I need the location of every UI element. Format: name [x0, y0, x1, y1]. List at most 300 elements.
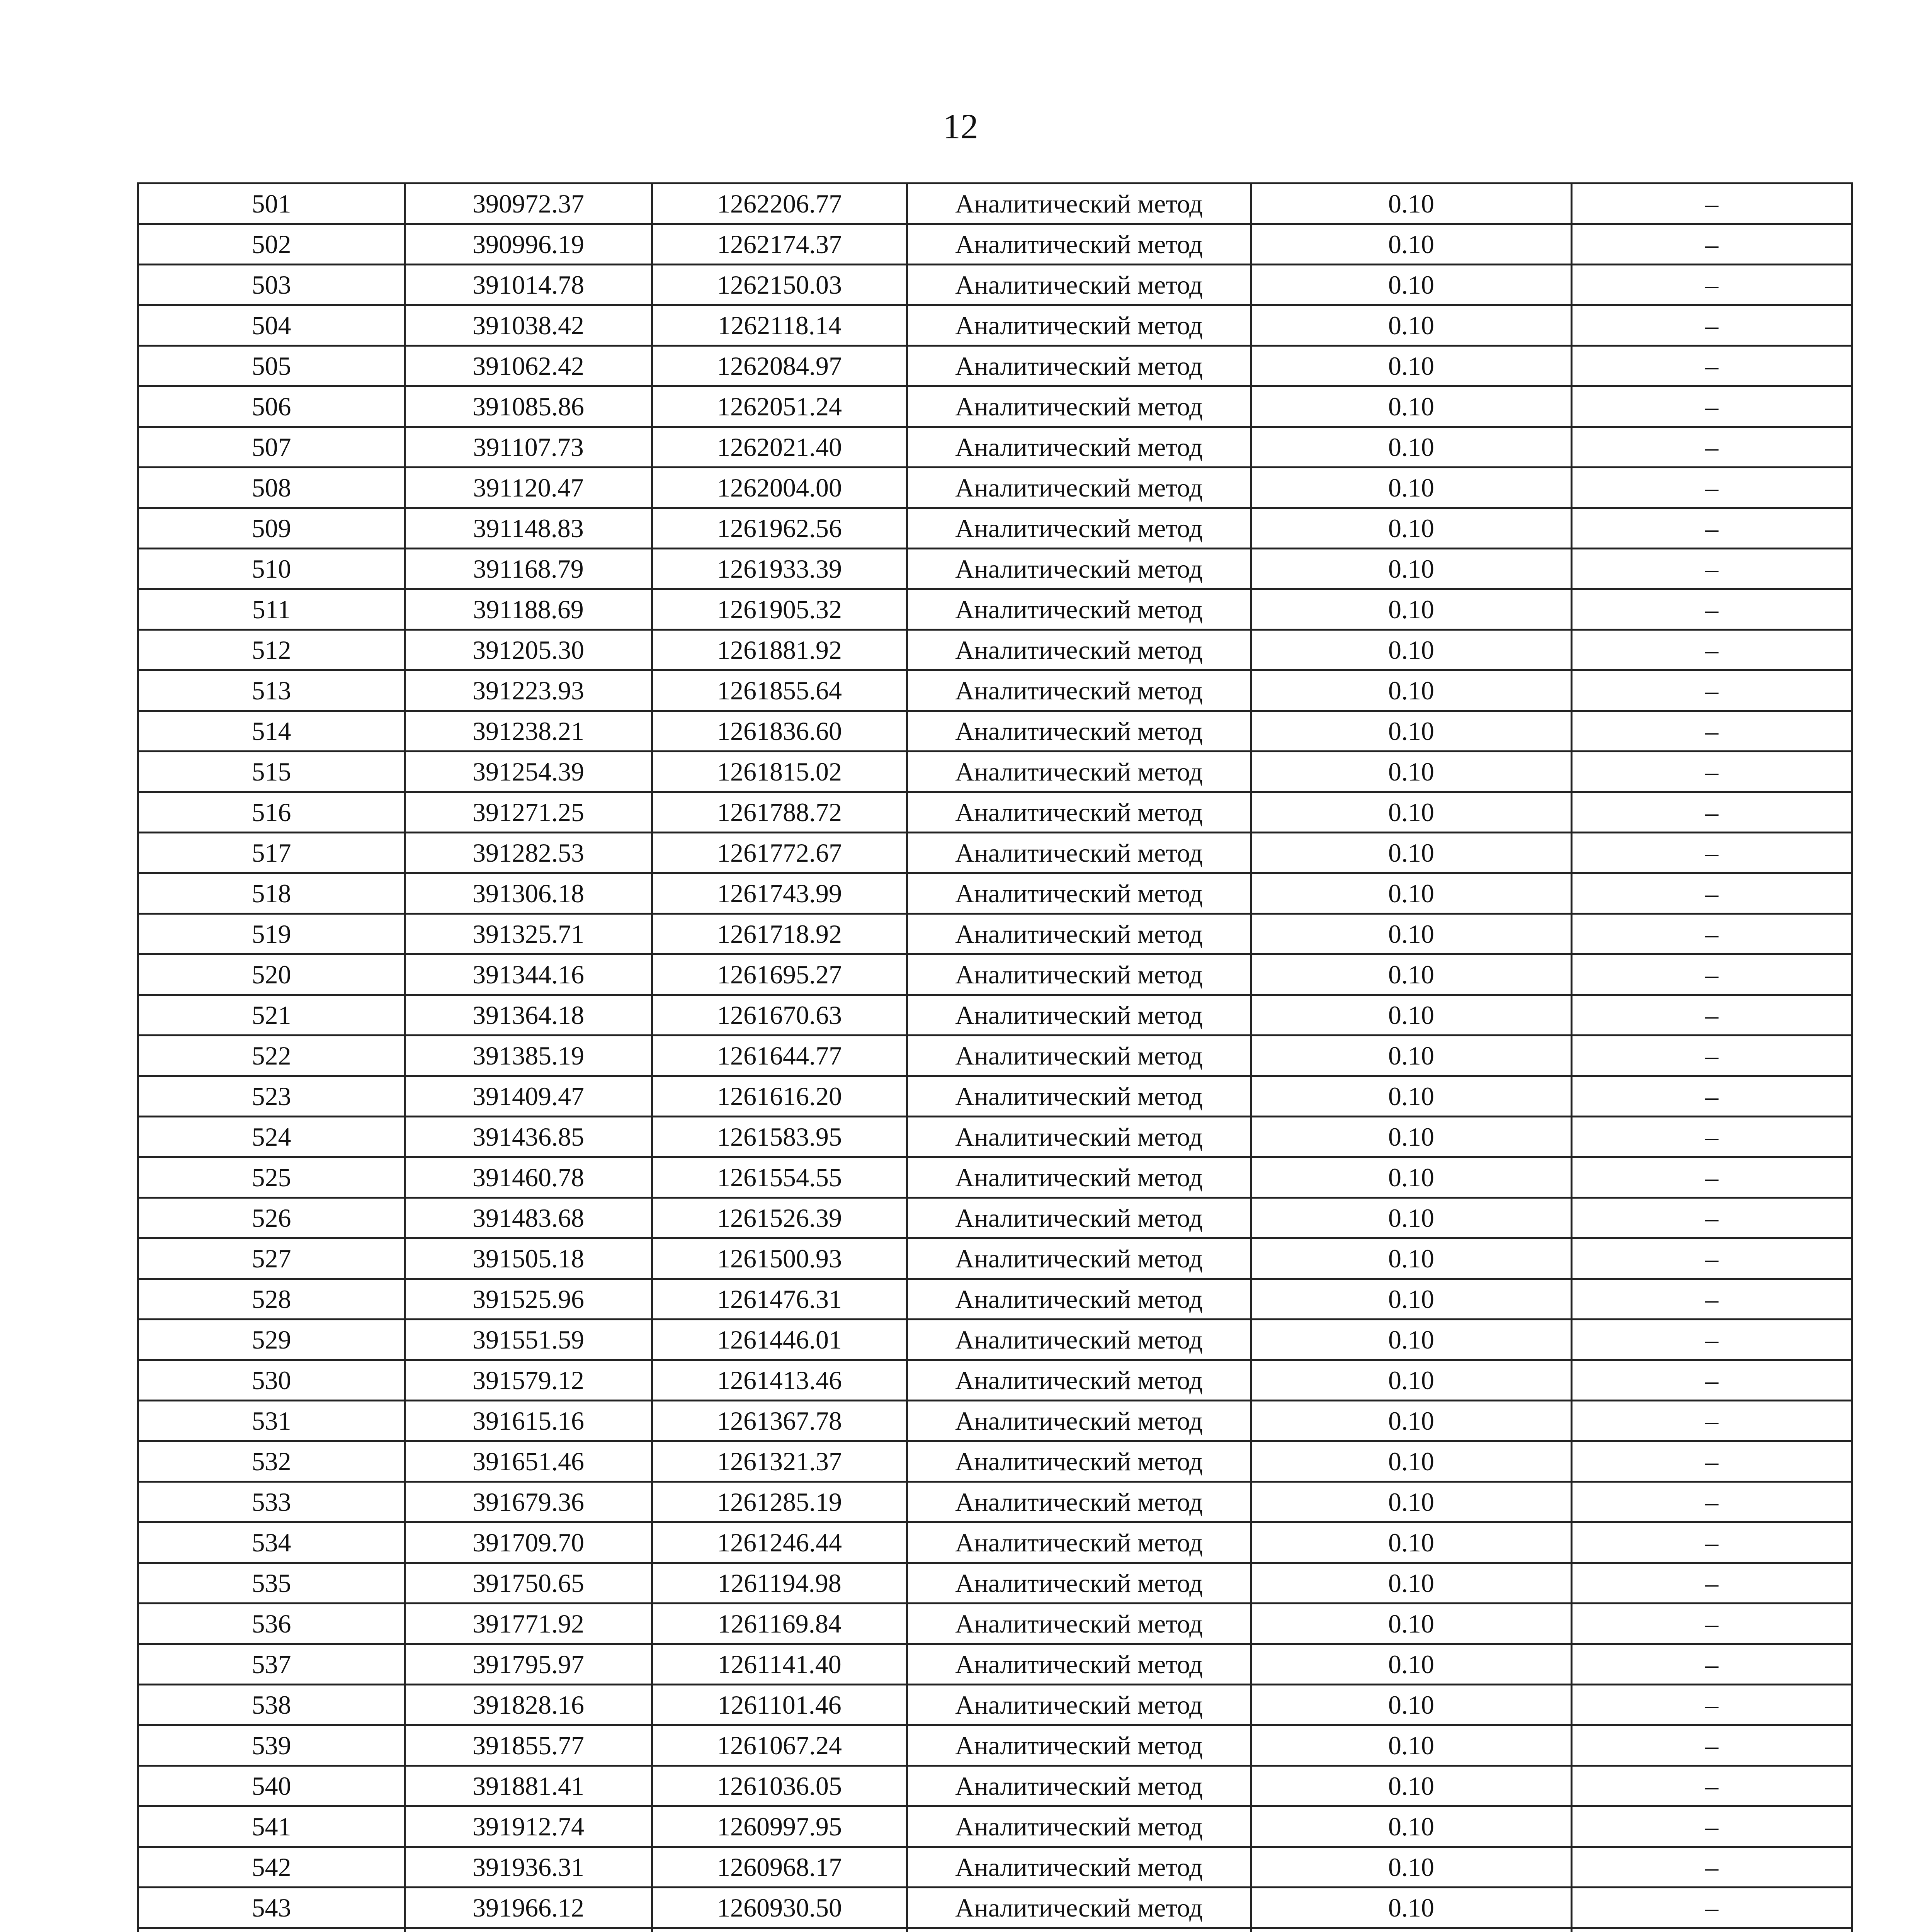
x-coordinate-cell: 391483.68 [405, 1198, 652, 1238]
method-cell: Аналитический метод [907, 914, 1251, 954]
x-coordinate-cell: 391188.69 [405, 589, 652, 630]
x-coordinate-cell: 391148.83 [405, 508, 652, 549]
x-coordinate-cell: 390996.19 [405, 224, 652, 265]
point-number-cell: 503 [138, 265, 405, 305]
x-coordinate-cell: 391306.18 [405, 873, 652, 914]
point-number-cell: 543 [138, 1888, 405, 1928]
y-coordinate-cell: 1261616.20 [652, 1076, 907, 1117]
x-coordinate-cell: 391855.77 [405, 1725, 652, 1766]
note-cell: – [1572, 1076, 1852, 1117]
note-cell: – [1572, 1806, 1852, 1847]
y-coordinate-cell: 1261583.95 [652, 1117, 907, 1157]
table-row [138, 873, 1852, 914]
point-number-cell: 519 [138, 914, 405, 954]
accuracy-cell: 0.10 [1251, 508, 1572, 549]
method-cell: Аналитический метод [907, 1563, 1251, 1604]
accuracy-cell [1251, 1928, 1572, 1932]
table-row [138, 1563, 1852, 1604]
point-number-cell: 508 [138, 468, 405, 508]
point-number-cell: 529 [138, 1320, 405, 1360]
table-row [138, 1928, 1852, 1932]
note-cell: – [1572, 670, 1852, 711]
page-number: 12 [943, 107, 978, 146]
method-cell: Аналитический метод [907, 386, 1251, 427]
y-coordinate-cell: 1261367.78 [652, 1401, 907, 1441]
point-number-cell: 527 [138, 1238, 405, 1279]
accuracy-cell: 0.10 [1251, 792, 1572, 833]
point-number-cell: 534 [138, 1522, 405, 1563]
point-number-cell: 511 [138, 589, 405, 630]
note-cell: – [1572, 265, 1852, 305]
accuracy-cell: 0.10 [1251, 1401, 1572, 1441]
y-coordinate-cell: 1261788.72 [652, 792, 907, 833]
method-cell [907, 1928, 1251, 1932]
point-number-cell: 536 [138, 1604, 405, 1644]
note-cell: – [1572, 1238, 1852, 1279]
method-cell: Аналитический метод [907, 1157, 1251, 1198]
table-row [138, 1806, 1852, 1847]
table-row [138, 1522, 1852, 1563]
note-cell: – [1572, 1685, 1852, 1725]
note-cell: – [1572, 1725, 1852, 1766]
table-row [138, 1401, 1852, 1441]
table-row [138, 1360, 1852, 1401]
y-coordinate-cell: 1261526.39 [652, 1198, 907, 1238]
accuracy-cell: 0.10 [1251, 1441, 1572, 1482]
method-cell: Аналитический метод [907, 224, 1251, 265]
x-coordinate-cell [405, 1928, 652, 1932]
x-coordinate-cell: 391014.78 [405, 265, 652, 305]
x-coordinate-cell: 391282.53 [405, 833, 652, 873]
y-coordinate-cell: 1261321.37 [652, 1441, 907, 1482]
note-cell: – [1572, 386, 1852, 427]
method-cell: Аналитический метод [907, 833, 1251, 873]
y-coordinate-cell: 1261067.24 [652, 1725, 907, 1766]
method-cell: Аналитический метод [907, 1036, 1251, 1076]
x-coordinate-cell: 391460.78 [405, 1157, 652, 1198]
method-cell: Аналитический метод [907, 305, 1251, 346]
table-row [138, 305, 1852, 346]
table-row [138, 386, 1852, 427]
x-coordinate-cell: 391120.47 [405, 468, 652, 508]
x-coordinate-cell: 391168.79 [405, 549, 652, 589]
table-row [138, 1076, 1852, 1117]
point-number-cell: 517 [138, 833, 405, 873]
point-number-cell [138, 1928, 405, 1932]
y-coordinate-cell: 1261905.32 [652, 589, 907, 630]
table-row [138, 630, 1852, 670]
x-coordinate-cell: 391038.42 [405, 305, 652, 346]
accuracy-cell: 0.10 [1251, 1604, 1572, 1644]
table-row [138, 1604, 1852, 1644]
table-row [138, 1036, 1852, 1076]
point-number-cell: 540 [138, 1766, 405, 1806]
x-coordinate-cell: 391364.18 [405, 995, 652, 1036]
point-number-cell: 506 [138, 386, 405, 427]
accuracy-cell: 0.10 [1251, 873, 1572, 914]
note-cell: – [1572, 427, 1852, 468]
method-cell: Аналитический метод [907, 184, 1251, 224]
note-cell: – [1572, 1036, 1852, 1076]
x-coordinate-cell: 391551.59 [405, 1320, 652, 1360]
note-cell: – [1572, 833, 1852, 873]
table-row [138, 1482, 1852, 1522]
accuracy-cell: 0.10 [1251, 1320, 1572, 1360]
point-number-cell: 518 [138, 873, 405, 914]
table-row [138, 1725, 1852, 1766]
table-row [138, 1644, 1852, 1685]
point-number-cell: 513 [138, 670, 405, 711]
point-number-cell: 542 [138, 1847, 405, 1888]
table-row [138, 1766, 1852, 1806]
method-cell: Аналитический метод [907, 1847, 1251, 1888]
y-coordinate-cell: 1262206.77 [652, 184, 907, 224]
x-coordinate-cell: 391238.21 [405, 711, 652, 752]
x-coordinate-cell: 391062.42 [405, 346, 652, 386]
y-coordinate-cell: 1261772.67 [652, 833, 907, 873]
x-coordinate-cell: 391771.92 [405, 1604, 652, 1644]
table-row [138, 549, 1852, 589]
y-coordinate-cell: 1262174.37 [652, 224, 907, 265]
point-number-cell: 501 [138, 184, 405, 224]
note-cell: – [1572, 1157, 1852, 1198]
point-number-cell: 502 [138, 224, 405, 265]
method-cell: Аналитический метод [907, 1806, 1251, 1847]
method-cell: Аналитический метод [907, 1604, 1251, 1644]
method-cell: Аналитический метод [907, 792, 1251, 833]
point-number-cell: 510 [138, 549, 405, 589]
point-number-cell: 535 [138, 1563, 405, 1604]
point-number-cell: 526 [138, 1198, 405, 1238]
x-coordinate-cell: 391795.97 [405, 1644, 652, 1685]
table-row [138, 1847, 1852, 1888]
accuracy-cell: 0.10 [1251, 1725, 1572, 1766]
x-coordinate-cell: 391409.47 [405, 1076, 652, 1117]
method-cell: Аналитический метод [907, 954, 1251, 995]
y-coordinate-cell: 1260997.95 [652, 1806, 907, 1847]
table-row [138, 670, 1852, 711]
accuracy-cell: 0.10 [1251, 995, 1572, 1036]
method-cell: Аналитический метод [907, 1482, 1251, 1522]
note-cell: – [1572, 468, 1852, 508]
x-coordinate-cell: 391966.12 [405, 1888, 652, 1928]
y-coordinate-cell: 1261670.63 [652, 995, 907, 1036]
x-coordinate-cell: 391205.30 [405, 630, 652, 670]
point-number-cell: 531 [138, 1401, 405, 1441]
point-number-cell: 532 [138, 1441, 405, 1482]
note-cell: – [1572, 995, 1852, 1036]
method-cell: Аналитический метод [907, 1766, 1251, 1806]
accuracy-cell: 0.10 [1251, 1198, 1572, 1238]
x-coordinate-cell: 391912.74 [405, 1806, 652, 1847]
y-coordinate-cell: 1261101.46 [652, 1685, 907, 1725]
note-cell: – [1572, 1482, 1852, 1522]
note-cell: – [1572, 1766, 1852, 1806]
y-coordinate-cell: 1262150.03 [652, 265, 907, 305]
y-coordinate-cell: 1261169.84 [652, 1604, 907, 1644]
method-cell: Аналитический метод [907, 873, 1251, 914]
y-coordinate-cell: 1260968.17 [652, 1847, 907, 1888]
accuracy-cell: 0.10 [1251, 1360, 1572, 1401]
y-coordinate-cell: 1262118.14 [652, 305, 907, 346]
y-coordinate-cell: 1261815.02 [652, 752, 907, 792]
y-coordinate-cell [652, 1928, 907, 1932]
method-cell: Аналитический метод [907, 1360, 1251, 1401]
point-number-cell: 533 [138, 1482, 405, 1522]
table-row [138, 468, 1852, 508]
method-cell: Аналитический метод [907, 1888, 1251, 1928]
accuracy-cell: 0.10 [1251, 386, 1572, 427]
table-row [138, 224, 1852, 265]
method-cell: Аналитический метод [907, 1644, 1251, 1685]
note-cell: – [1572, 1847, 1852, 1888]
x-coordinate-cell: 391828.16 [405, 1685, 652, 1725]
coordinates-table [137, 182, 1853, 1932]
method-cell: Аналитический метод [907, 1441, 1251, 1482]
note-cell: – [1572, 1563, 1852, 1604]
point-number-cell: 507 [138, 427, 405, 468]
method-cell: Аналитический метод [907, 752, 1251, 792]
note-cell: – [1572, 873, 1852, 914]
table-row [138, 711, 1852, 752]
accuracy-cell: 0.10 [1251, 346, 1572, 386]
method-cell: Аналитический метод [907, 1685, 1251, 1725]
x-coordinate-cell: 391271.25 [405, 792, 652, 833]
y-coordinate-cell: 1261962.56 [652, 508, 907, 549]
method-cell: Аналитический метод [907, 468, 1251, 508]
method-cell: Аналитический метод [907, 346, 1251, 386]
y-coordinate-cell: 1261554.55 [652, 1157, 907, 1198]
y-coordinate-cell: 1262084.97 [652, 346, 907, 386]
x-coordinate-cell: 391107.73 [405, 427, 652, 468]
accuracy-cell: 0.10 [1251, 265, 1572, 305]
table-row [138, 1238, 1852, 1279]
accuracy-cell: 0.10 [1251, 305, 1572, 346]
accuracy-cell: 0.10 [1251, 1766, 1572, 1806]
accuracy-cell: 0.10 [1251, 468, 1572, 508]
note-cell: – [1572, 1522, 1852, 1563]
y-coordinate-cell: 1261855.64 [652, 670, 907, 711]
y-coordinate-cell: 1261476.31 [652, 1279, 907, 1320]
method-cell: Аналитический метод [907, 630, 1251, 670]
y-coordinate-cell: 1261500.93 [652, 1238, 907, 1279]
point-number-cell: 515 [138, 752, 405, 792]
accuracy-cell: 0.10 [1251, 711, 1572, 752]
point-number-cell: 524 [138, 1117, 405, 1157]
x-coordinate-cell: 391881.41 [405, 1766, 652, 1806]
note-cell: – [1572, 346, 1852, 386]
method-cell: Аналитический метод [907, 1279, 1251, 1320]
note-cell: – [1572, 184, 1852, 224]
x-coordinate-cell: 391651.46 [405, 1441, 652, 1482]
x-coordinate-cell: 391436.85 [405, 1117, 652, 1157]
y-coordinate-cell: 1261718.92 [652, 914, 907, 954]
table-row [138, 954, 1852, 995]
method-cell: Аналитический метод [907, 995, 1251, 1036]
method-cell: Аналитический метод [907, 589, 1251, 630]
note-cell: – [1572, 589, 1852, 630]
y-coordinate-cell: 1261644.77 [652, 1036, 907, 1076]
note-cell: – [1572, 305, 1852, 346]
table-row [138, 1320, 1852, 1360]
y-coordinate-cell: 1261246.44 [652, 1522, 907, 1563]
table-row [138, 265, 1852, 305]
method-cell: Аналитический метод [907, 1725, 1251, 1766]
y-coordinate-cell: 1261194.98 [652, 1563, 907, 1604]
y-coordinate-cell: 1260930.50 [652, 1888, 907, 1928]
point-number-cell: 522 [138, 1036, 405, 1076]
method-cell: Аналитический метод [907, 670, 1251, 711]
table-row [138, 1198, 1852, 1238]
note-cell: – [1572, 1117, 1852, 1157]
note-cell: – [1572, 752, 1852, 792]
x-coordinate-cell: 391085.86 [405, 386, 652, 427]
table-row [138, 1685, 1852, 1725]
x-coordinate-cell: 391325.71 [405, 914, 652, 954]
x-coordinate-cell: 391579.12 [405, 1360, 652, 1401]
accuracy-cell: 0.10 [1251, 224, 1572, 265]
point-number-cell: 523 [138, 1076, 405, 1117]
method-cell: Аналитический метод [907, 265, 1251, 305]
point-number-cell: 514 [138, 711, 405, 752]
y-coordinate-cell: 1261933.39 [652, 549, 907, 589]
table-row [138, 1441, 1852, 1482]
accuracy-cell: 0.10 [1251, 1888, 1572, 1928]
table-row [138, 995, 1852, 1036]
x-coordinate-cell: 391385.19 [405, 1036, 652, 1076]
method-cell: Аналитический метод [907, 1522, 1251, 1563]
accuracy-cell: 0.10 [1251, 1847, 1572, 1888]
y-coordinate-cell: 1261036.05 [652, 1766, 907, 1806]
table-row [138, 1279, 1852, 1320]
note-cell: – [1572, 914, 1852, 954]
y-coordinate-cell: 1261285.19 [652, 1482, 907, 1522]
note-cell: – [1572, 1360, 1852, 1401]
table-row [138, 589, 1852, 630]
accuracy-cell: 0.10 [1251, 1685, 1572, 1725]
table-row [138, 184, 1852, 224]
x-coordinate-cell: 391750.65 [405, 1563, 652, 1604]
y-coordinate-cell: 1261141.40 [652, 1644, 907, 1685]
accuracy-cell: 0.10 [1251, 630, 1572, 670]
x-coordinate-cell: 391525.96 [405, 1279, 652, 1320]
x-coordinate-cell: 390972.37 [405, 184, 652, 224]
accuracy-cell: 0.10 [1251, 184, 1572, 224]
point-number-cell: 504 [138, 305, 405, 346]
table-row [138, 792, 1852, 833]
accuracy-cell: 0.10 [1251, 1563, 1572, 1604]
accuracy-cell: 0.10 [1251, 1238, 1572, 1279]
point-number-cell: 528 [138, 1279, 405, 1320]
method-cell: Аналитический метод [907, 1320, 1251, 1360]
note-cell: – [1572, 792, 1852, 833]
point-number-cell: 539 [138, 1725, 405, 1766]
note-cell: – [1572, 1320, 1852, 1360]
note-cell: – [1572, 1401, 1852, 1441]
x-coordinate-cell: 391936.31 [405, 1847, 652, 1888]
note-cell: – [1572, 1604, 1852, 1644]
method-cell: Аналитический метод [907, 1117, 1251, 1157]
point-number-cell: 512 [138, 630, 405, 670]
x-coordinate-cell: 391344.16 [405, 954, 652, 995]
method-cell: Аналитический метод [907, 711, 1251, 752]
method-cell: Аналитический метод [907, 1198, 1251, 1238]
method-cell: Аналитический метод [907, 1238, 1251, 1279]
method-cell: Аналитический метод [907, 508, 1251, 549]
y-coordinate-cell: 1261881.92 [652, 630, 907, 670]
table-row [138, 752, 1852, 792]
accuracy-cell: 0.10 [1251, 427, 1572, 468]
y-coordinate-cell: 1262021.40 [652, 427, 907, 468]
method-cell: Аналитический метод [907, 549, 1251, 589]
point-number-cell: 537 [138, 1644, 405, 1685]
x-coordinate-cell: 391254.39 [405, 752, 652, 792]
note-cell: – [1572, 630, 1852, 670]
point-number-cell: 516 [138, 792, 405, 833]
x-coordinate-cell: 391679.36 [405, 1482, 652, 1522]
point-number-cell: 525 [138, 1157, 405, 1198]
coordinates-table-body [138, 184, 1852, 1932]
x-coordinate-cell: 391505.18 [405, 1238, 652, 1279]
table-row [138, 1157, 1852, 1198]
note-cell: – [1572, 1279, 1852, 1320]
note-cell: – [1572, 508, 1852, 549]
method-cell: Аналитический метод [907, 1076, 1251, 1117]
accuracy-cell: 0.10 [1251, 752, 1572, 792]
accuracy-cell: 0.10 [1251, 1644, 1572, 1685]
point-number-cell: 509 [138, 508, 405, 549]
point-number-cell: 541 [138, 1806, 405, 1847]
accuracy-cell: 0.10 [1251, 1806, 1572, 1847]
note-cell: – [1572, 1644, 1852, 1685]
accuracy-cell: 0.10 [1251, 1482, 1572, 1522]
note-cell: – [1572, 1888, 1852, 1928]
note-cell: – [1572, 711, 1852, 752]
table-row [138, 914, 1852, 954]
accuracy-cell: 0.10 [1251, 954, 1572, 995]
method-cell: Аналитический метод [907, 1401, 1251, 1441]
accuracy-cell: 0.10 [1251, 589, 1572, 630]
note-cell [1572, 1928, 1852, 1932]
y-coordinate-cell: 1261836.60 [652, 711, 907, 752]
note-cell: – [1572, 1441, 1852, 1482]
note-cell: – [1572, 549, 1852, 589]
accuracy-cell: 0.10 [1251, 833, 1572, 873]
note-cell: – [1572, 224, 1852, 265]
accuracy-cell: 0.10 [1251, 1279, 1572, 1320]
point-number-cell: 520 [138, 954, 405, 995]
note-cell: – [1572, 954, 1852, 995]
y-coordinate-cell: 1262051.24 [652, 386, 907, 427]
x-coordinate-cell: 391223.93 [405, 670, 652, 711]
y-coordinate-cell: 1261695.27 [652, 954, 907, 995]
x-coordinate-cell: 391615.16 [405, 1401, 652, 1441]
method-cell: Аналитический метод [907, 427, 1251, 468]
point-number-cell: 538 [138, 1685, 405, 1725]
table-row [138, 833, 1852, 873]
table-row [138, 508, 1852, 549]
accuracy-cell: 0.10 [1251, 1157, 1572, 1198]
accuracy-cell: 0.10 [1251, 1076, 1572, 1117]
y-coordinate-cell: 1261413.46 [652, 1360, 907, 1401]
y-coordinate-cell: 1262004.00 [652, 468, 907, 508]
accuracy-cell: 0.10 [1251, 1522, 1572, 1563]
accuracy-cell: 0.10 [1251, 670, 1572, 711]
accuracy-cell: 0.10 [1251, 1036, 1572, 1076]
y-coordinate-cell: 1261446.01 [652, 1320, 907, 1360]
point-number-cell: 530 [138, 1360, 405, 1401]
accuracy-cell: 0.10 [1251, 549, 1572, 589]
